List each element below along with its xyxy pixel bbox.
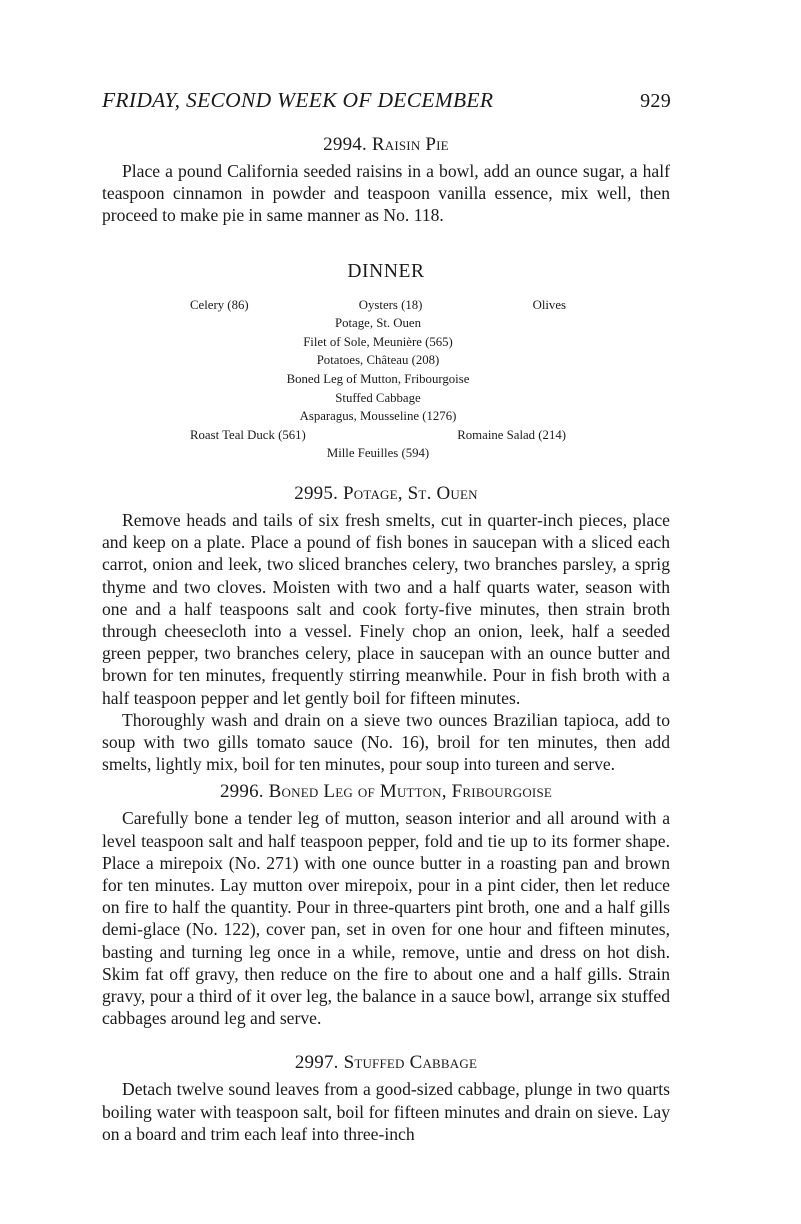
menu-row xyxy=(190,426,566,445)
menu-item: Asparagus, Mousseline (1276) xyxy=(299,409,457,424)
page-number: 929 xyxy=(640,90,671,112)
recipe-paragraph: Place a pound California seeded raisins in a bowl, add an ounce sugar, a half teaspoon cinnamon in powder and teaspoon vanilla essence, mix well, then proceed to make pie in same manner as No. 118. xyxy=(102,161,670,226)
recipe-name: Raisin Pie xyxy=(371,134,449,155)
recipe-number: 2996. xyxy=(219,781,264,803)
recipe-paragraph: Detach twelve sound leaves from a good-sized cabbage, plunge in two quarts boiling water with teaspoon salt, boil for fifteen minutes and drain on sieve. Lay on a board and trim each leaf into three-inch xyxy=(102,1079,670,1144)
recipe-number: 2994. xyxy=(323,134,367,155)
running-head-title: FRIDAY, SECOND WEEK OF DECEMBER xyxy=(102,88,494,112)
menu-item: Roast Teal Duck (561) xyxy=(190,427,306,442)
recipe-title-2996 xyxy=(102,781,670,803)
menu-item: Celery (86) xyxy=(190,297,249,312)
recipe-paragraph: Carefully bone a tender leg of mutton, season interior and all around with a level teaspoon salt and half teaspoon pepper, fold and tie up to its former shape. Place a mirepoix (No. 271) with one ounce butter in a roasting pan and brown for ten minutes. Lay mutton over mirepoix, pour in a pint cider, then let reduce on fire to half the quantity. Pour in three-quarters pint broth, one and a half gills demi-glace (No. 122), cover pan, set in oven for one hour and fifteen minutes, basting and turning leg once in a while, remove, untie and dress on hot dish. Skim fat off gravy, then reduce on the fire to about one and a half gills. Strain gravy, pour a third of it over leg, the balance in a sauce bowl, arrange six stuffed cabbages around leg and serve. xyxy=(102,808,670,1029)
recipe-name: Potage, St. Ouen xyxy=(342,482,478,504)
recipe-name: Stuffed Cabbage xyxy=(343,1052,478,1074)
menu-item: Romaine Salad (214) xyxy=(457,427,566,442)
menu-item: Potage, St. Ouen xyxy=(334,316,422,331)
dinner-menu xyxy=(190,296,566,463)
recipe-number: 2995. xyxy=(294,482,339,504)
menu-item: Mille Feuilles (594) xyxy=(326,446,430,461)
recipe-paragraph: Thoroughly wash and drain on a sieve two ounces Brazilian tapioca, add to soup with two gills tomato sauce (No. 16), broil for ten minutes, then add smelts, lightly mix, boil for ten minutes, pour soup into tureen and serve. xyxy=(102,709,670,775)
recipe-title-2995 xyxy=(102,483,670,505)
menu-item: Stuffed Cabbage xyxy=(335,390,421,405)
menu-item: Oysters (18) xyxy=(358,297,423,312)
recipe-title-2997 xyxy=(102,1052,670,1074)
menu-item: Potatoes, Château (208) xyxy=(316,353,440,368)
menu-item: Filet of Sole, Meunière (565) xyxy=(303,334,453,349)
menu-row xyxy=(190,296,566,315)
recipe-paragraph: Remove heads and tails of six fresh smelts, cut in quarter-inch pieces, place and keep on a plate. Place a pound of fish bones in saucepan with a sliced each carrot, onion and leek, two sliced branches celery, two branches parsley, a sprig thyme and two cloves. Moisten with two and a half quarts water, season with one and a half teaspoons salt and cook forty-five minutes, then strain broth through cheesecloth into a vessel. Finely chop an onion, leek, half a seeded green pepper, two branches celery, place in saucepan with an ounce butter and brown for ten minutes, frequently stirring meanwhile. Pour in fish broth with a half teaspoon pepper and let gently boil for fifteen minutes. xyxy=(102,509,670,708)
menu-heading: DINNER xyxy=(347,260,425,282)
running-head xyxy=(102,88,670,118)
menu-item: Olives xyxy=(532,297,566,312)
recipe-number: 2997. xyxy=(294,1052,339,1074)
recipe-name: Boned Leg of Mutton, Fribourgoise xyxy=(268,781,553,803)
recipe-title-2994 xyxy=(102,134,670,156)
book-page xyxy=(102,88,670,1145)
menu-item: Boned Leg of Mutton, Fribourgoise xyxy=(286,371,470,386)
